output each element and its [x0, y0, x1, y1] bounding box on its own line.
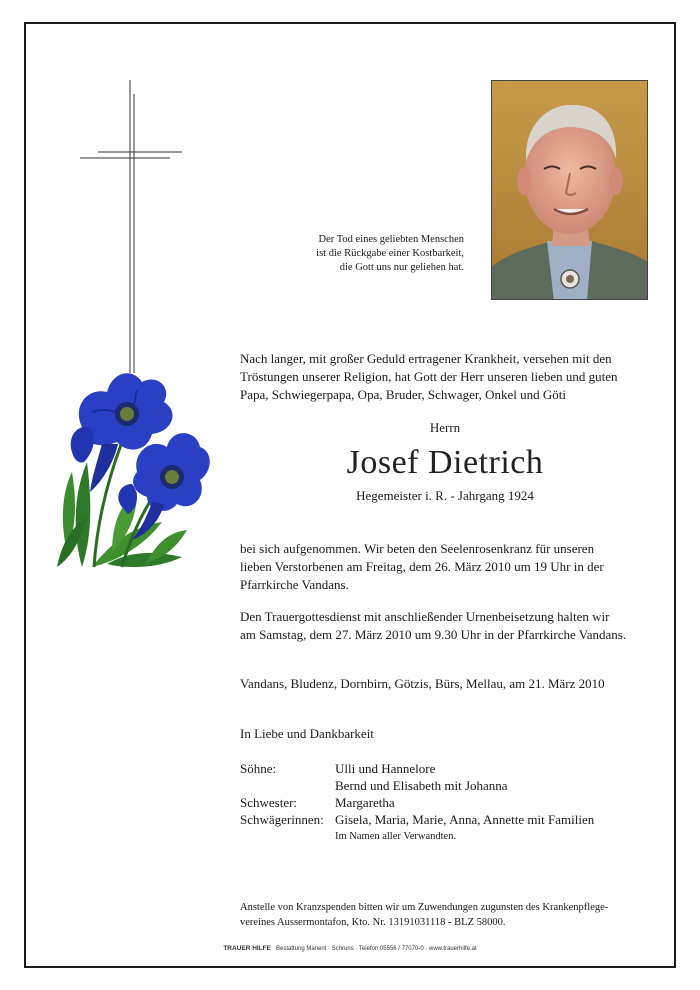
intro-line: Tröstungen unserer Religion, hat Gott der Herr unseren lieben und guten — [240, 369, 618, 384]
family-names: Ulli und Hannelore — [335, 761, 436, 776]
family-row — [240, 794, 594, 811]
footer-brand: TRAUER HILFE — [223, 945, 271, 952]
family-role: Söhne: — [240, 761, 277, 776]
salutation: Herrn — [429, 420, 461, 435]
rosary-line: Pfarrkirche Vandans. — [240, 577, 349, 592]
deceased-subtitle: Hegemeister i. R. - Jahrgang 1924 — [356, 488, 534, 503]
intro-paragraph — [240, 350, 660, 404]
quote-line: die Gott uns nur geliehen hat. — [339, 262, 464, 273]
intro-line: Nach langer, mit großer Geduld ertragener Krankheit, versehen mit den — [240, 351, 612, 366]
family-row — [240, 760, 594, 777]
family-role: Schwägerinnen: — [240, 812, 324, 827]
intro-line: Papa, Schwiegerpapa, Opa, Bruder, Schwager, Onkel und Göti — [240, 387, 567, 402]
rosary-line: lieben Verstorbenen am Freitag, dem 26. März 2010 um 19 Uhr in der — [240, 559, 604, 574]
places-date: Vandans, Bludenz, Dornbirn, Götzis, Bürs, Mellau, am 21. März 2010 — [240, 676, 605, 691]
rosary-line: bei sich aufgenommen. Wir beten den Seelenrosenkranz für unseren — [240, 541, 595, 556]
cross-icon — [78, 78, 188, 378]
closing-phrase: In Liebe und Dankbarkeit — [240, 726, 374, 741]
rosary-paragraph — [240, 540, 660, 594]
deceased-name: Josef Dietrich — [346, 444, 544, 481]
footer — [0, 945, 700, 952]
family-list — [240, 760, 594, 845]
family-row — [240, 811, 594, 828]
portrait-photo — [491, 80, 648, 300]
quote-line: Der Tod eines geliebten Menschen — [318, 234, 464, 245]
relatives-note: Im Namen aller Verwandten. — [335, 831, 457, 842]
footer-details: Bestattung Manent · Schruns · Telefon 05556 / 77070-0 · www.trauerhilfe.at — [276, 946, 477, 952]
funeral-line: Den Trauergottesdienst mit anschließender Urnenbeisetzung halten wir — [240, 609, 610, 624]
family-role — [240, 777, 335, 794]
family-names: Margaretha — [335, 795, 395, 810]
family-role: Schwester: — [240, 795, 298, 810]
family-row — [240, 828, 594, 845]
notice-line: Anstelle von Kranzspenden bitten wir um Zuwendungen zugunsten des Krankenpflege- — [240, 902, 609, 913]
family-names: Gisela, Maria, Marie, Anna, Annette mit Familien — [335, 812, 595, 827]
gentian-flower-right — [132, 433, 210, 540]
notice-line: vereines Aussermontafon, Kto. Nr. 13191031118 - BLZ 58000. — [240, 917, 506, 928]
family-row — [240, 777, 594, 794]
donation-notice — [240, 900, 650, 930]
family-names: Bernd und Elisabeth mit Johanna — [335, 778, 508, 793]
gentian-flowers-illustration — [52, 352, 212, 574]
funeral-paragraph — [240, 608, 660, 644]
quote-line: ist die Rückgabe einer Kostbarkeit, — [316, 248, 464, 259]
funeral-line: am Samstag, dem 27. März 2010 um 9.30 Uhr in der Pfarrkirche Vandans. — [240, 627, 627, 642]
quote — [280, 233, 464, 275]
